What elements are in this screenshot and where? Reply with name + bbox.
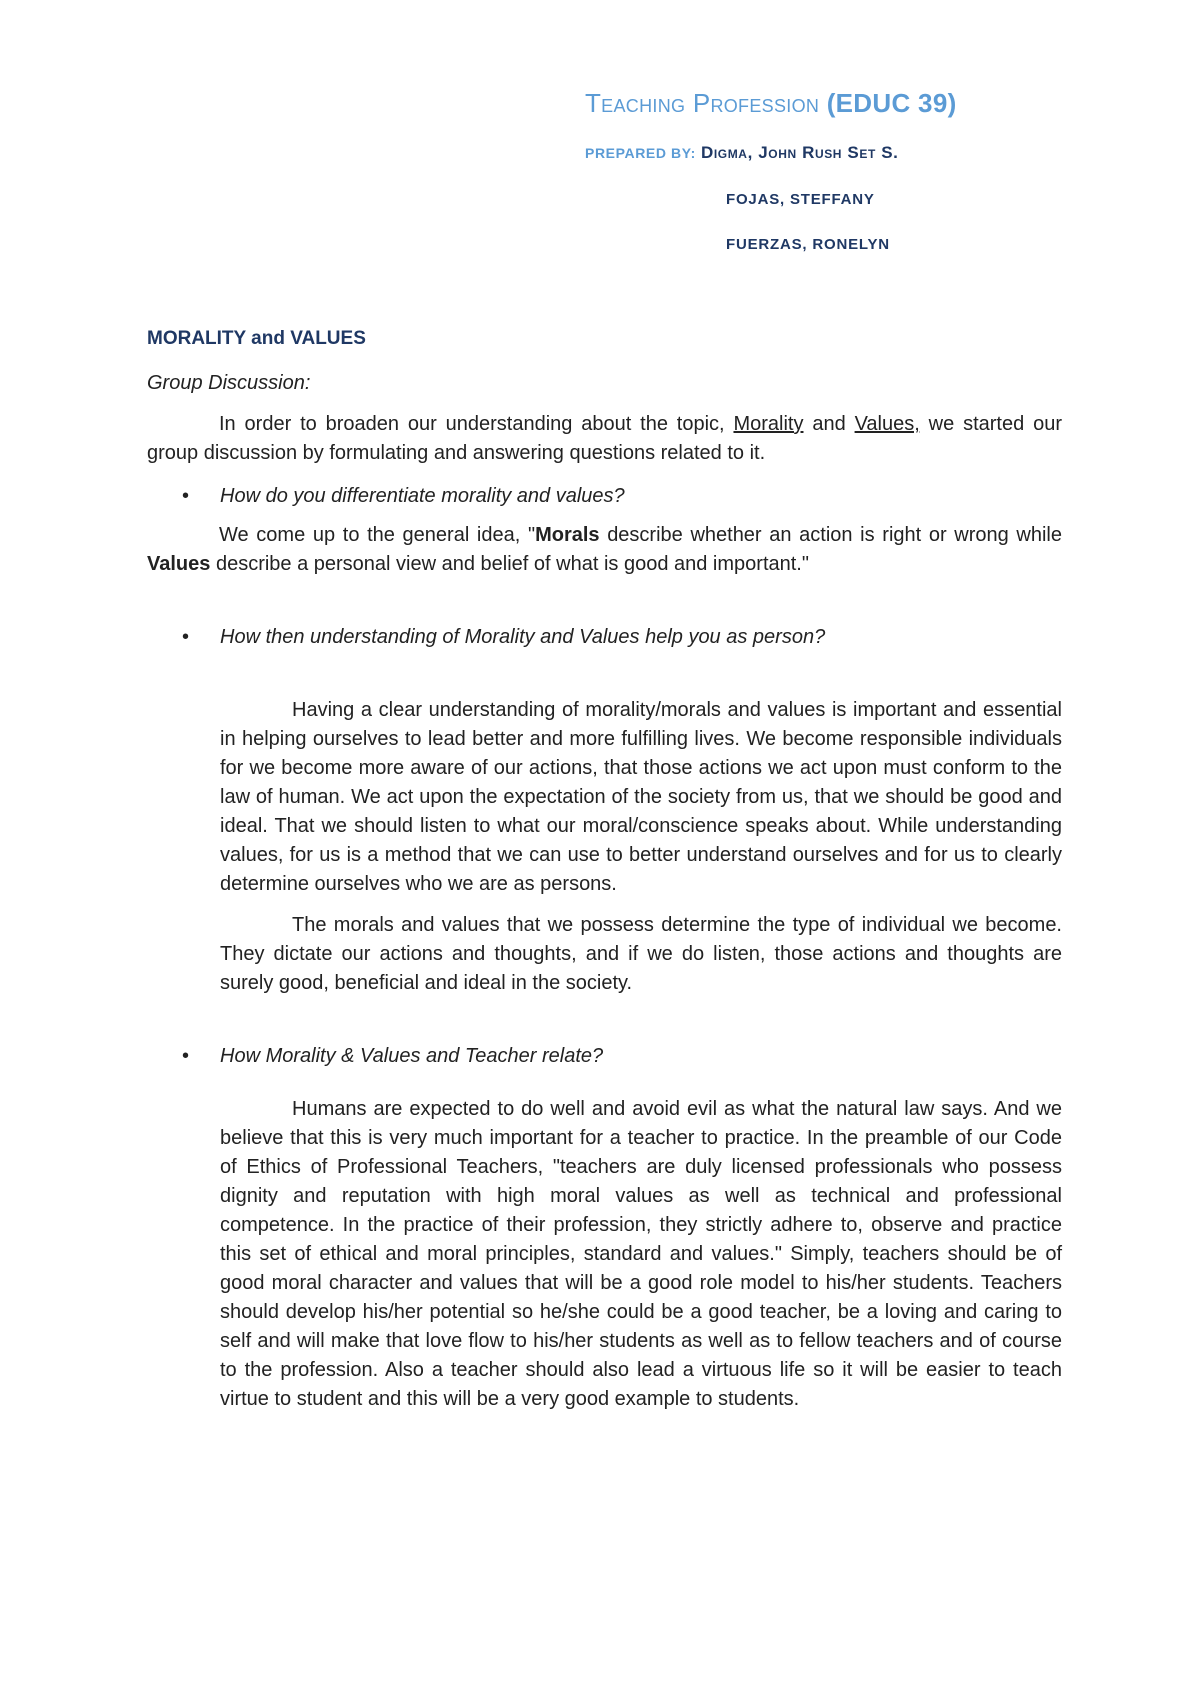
question-text: How then understanding of Morality and Values help you as person? [220, 626, 826, 648]
author-name: Digma, John Rush Set S. [700, 143, 899, 162]
answer-paragraph: We come up to the general idea, "Morals describe whether an action is right or wrong while Values describe a personal view and belief of what is good and important." [147, 524, 1062, 575]
bullet-icon: • [182, 485, 190, 507]
section-subheading: Group Discussion: [147, 372, 311, 394]
bold-term: Morals [535, 524, 600, 546]
document-title [585, 88, 957, 119]
answer-paragraph: Humans are expected to do well and avoid evil as what the natural law says. And we believe that this is very much important for a teacher to practice. In the preamble of our Code of Ethics of Professional Teachers, "teachers are duly licensed professionals who possess dignity and reputation with high moral values as well as technical and professional competence. In the practice of their profession, they strictly adhere to, observe and practice this set of ethical and moral principles, standard and values." Simply, teachers should be of good moral character and values that will be a good role model to his/her students. Teachers should develop his/her potential so he/she could be a good teacher, be a loving and caring to self and will make that love flow to his/her students as well as to fellow teachers and of course to the profession. Also a teacher should also lead a virtuous life so it will be easier to teach virtue to student and this will be a very good example to students. [220, 1098, 1062, 1410]
intro-paragraph: In order to broaden our understanding about the topic, Morality and Values, we started our group discussion by formulating and answering questions related to it. [147, 413, 1062, 464]
document-body [147, 324, 1062, 1414]
answer-block [147, 1095, 1062, 1414]
term-morality: Morality [733, 413, 804, 435]
author-name: FOJAS, STEFFANY [726, 191, 875, 208]
question-item [147, 1042, 1062, 1071]
question-text: How do you differentiate morality and values? [220, 485, 625, 507]
prepared-by-label: PREPARED BY: [585, 145, 696, 161]
course-code: (EDUC 39) [826, 88, 957, 118]
author-name: FUERZAS, RONELYN [726, 236, 890, 253]
answer-block [147, 696, 1062, 998]
bullet-icon: • [182, 1045, 190, 1067]
course-name: Teaching Profession [585, 88, 820, 118]
question-text: How Morality & Values and Teacher relate? [220, 1045, 604, 1067]
document-header [585, 88, 957, 253]
question-item [147, 623, 1062, 652]
question-item [147, 482, 1062, 511]
bullet-icon: • [182, 626, 190, 648]
bold-term: Values [147, 553, 211, 575]
answer-paragraph: Having a clear understanding of morality/morals and values is important and essential in helping ourselves to lead better and more fulfilling lives. We become responsible individuals for we become more aware of our actions, that those actions we act upon must conform to the law of human. We act upon the expectation of the society from us, that we should be good and ideal. That we should listen to what our moral/conscience speaks about. While understanding values, for us is a method that we can use to better understand ourselves and for us to clearly determine ourselves who we are as persons. [220, 699, 1062, 895]
section-title: MORALITY and VALUES [147, 328, 366, 349]
answer-paragraph: The morals and values that we possess determine the type of individual we become. They dictate our actions and thoughts, and if we do listen, those actions and thoughts are surely good, beneficial and ideal in the society. [220, 914, 1062, 994]
prepared-by-line [585, 143, 898, 163]
term-values: Values, [854, 413, 920, 435]
